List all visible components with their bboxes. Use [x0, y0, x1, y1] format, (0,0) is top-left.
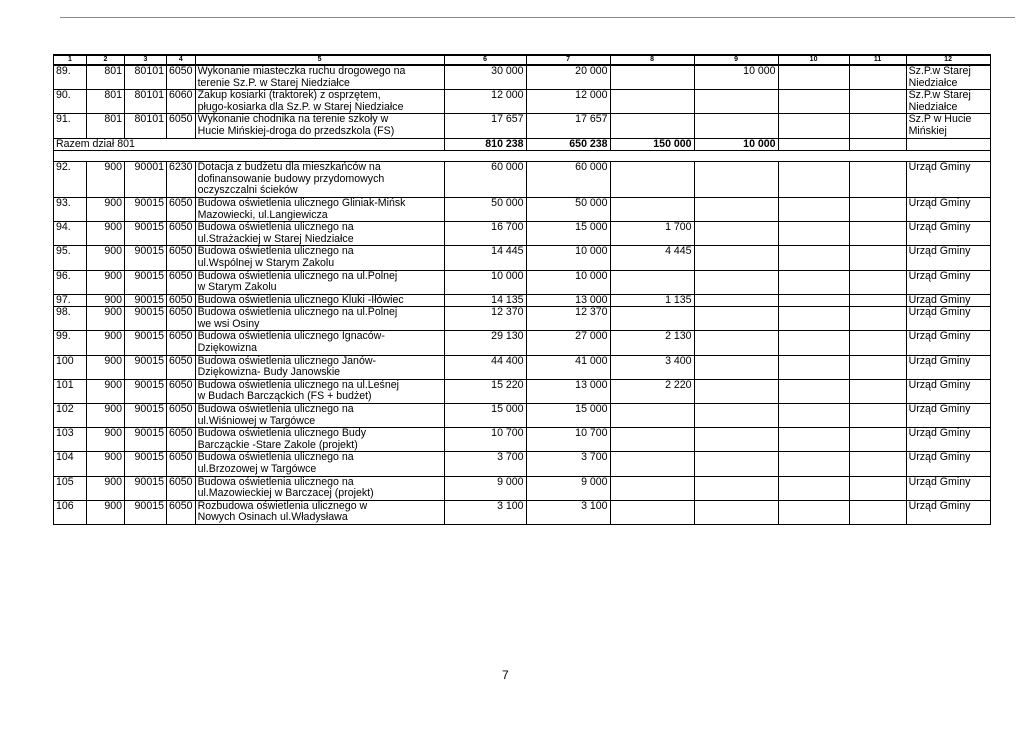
cell-lp: 102: [54, 404, 87, 428]
cell-roz: 90015: [125, 404, 167, 428]
cell-dz: 900: [87, 500, 125, 524]
cell-par: 6060: [167, 90, 196, 114]
cell-c8: [610, 197, 694, 221]
cell-c6: 17 657: [444, 114, 526, 138]
cell-lp: 104: [54, 452, 87, 476]
cell-c10: [778, 65, 849, 90]
cell-name: Budowa oświetlenia ulicznego Kluki -Iłówiec: [195, 294, 444, 307]
cell-c8: [610, 500, 694, 524]
cell-par: 6050: [167, 452, 196, 476]
cell-c8: 1 135: [610, 294, 694, 307]
cell-roz: 80101: [125, 90, 167, 114]
table-row: [54, 307, 991, 331]
cell-name: Zakup kosiarki (traktorek) z osprzętem, pługo-kosiarka dla Sz.P. w Starej Niedziałce: [195, 90, 444, 114]
cell-c6: 29 130: [444, 331, 526, 355]
cell-c8: 3 400: [610, 355, 694, 379]
cell-dz: 900: [87, 222, 125, 246]
cell-roz: 90015: [125, 294, 167, 307]
cell-par: 6050: [167, 500, 196, 524]
cell-roz: 90015: [125, 246, 167, 270]
cell-dz: 900: [87, 307, 125, 331]
cell-name: Wykonanie miasteczka ruchu drogowego na terenie Sz.P. w Starej Niedziałce: [195, 65, 444, 90]
column-number: 11: [849, 55, 906, 65]
column-number: 9: [694, 55, 778, 65]
cell-lp: 95.: [54, 246, 87, 270]
cell-c6: 60 000: [444, 162, 526, 198]
cell-name: Budowa oświetlenia ulicznego Ignaców- Dziękowizna: [195, 331, 444, 355]
cell-c7: 15 000: [526, 404, 610, 428]
summary-c10: [778, 138, 849, 151]
cell-dz: 900: [87, 355, 125, 379]
cell-par: 6050: [167, 222, 196, 246]
column-number: 5: [195, 55, 444, 65]
cell-c6: 12 000: [444, 90, 526, 114]
cell-c9: [694, 114, 778, 138]
cell-lp: 94.: [54, 222, 87, 246]
cell-c10: [778, 355, 849, 379]
cell-dz: 900: [87, 197, 125, 221]
cell-c11: [849, 90, 906, 114]
cell-c8: 2 220: [610, 379, 694, 403]
cell-roz: 80101: [125, 65, 167, 90]
cell-dz: 900: [87, 476, 125, 500]
cell-c8: [610, 65, 694, 90]
table-row: [54, 294, 991, 307]
cell-c12: Urząd Gminy: [906, 307, 990, 331]
cell-c9: [694, 90, 778, 114]
cell-c10: [778, 452, 849, 476]
cell-dz: 801: [87, 90, 125, 114]
cell-name: Budowa oświetlenia ulicznego Gliniak-Mińsk Mazowiecki, ul.Langiewicza: [195, 197, 444, 221]
cell-c10: [778, 90, 849, 114]
cell-c12: Urząd Gminy: [906, 294, 990, 307]
budget-table: [53, 54, 991, 525]
table-row: [54, 379, 991, 403]
cell-c12: Urząd Gminy: [906, 331, 990, 355]
cell-c8: [610, 90, 694, 114]
cell-roz: 90015: [125, 222, 167, 246]
column-number: 3: [125, 55, 167, 65]
cell-dz: 801: [87, 65, 125, 90]
cell-lp: 89.: [54, 65, 87, 90]
cell-c11: [849, 270, 906, 294]
cell-c6: 10 700: [444, 428, 526, 452]
table-row: [54, 246, 991, 270]
cell-lp: 106: [54, 500, 87, 524]
cell-roz: 90015: [125, 452, 167, 476]
cell-lp: 101: [54, 379, 87, 403]
cell-par: 6050: [167, 331, 196, 355]
cell-c8: [610, 404, 694, 428]
cell-c11: [849, 65, 906, 90]
cell-par: 6230: [167, 162, 196, 198]
summary-c8: 150 000: [610, 138, 694, 151]
cell-c10: [778, 476, 849, 500]
cell-c7: 50 000: [526, 197, 610, 221]
cell-name: Rozbudowa oświetlenia ulicznego w Nowych Osinach ul.Władysława: [195, 500, 444, 524]
cell-roz: 90015: [125, 331, 167, 355]
cell-c8: 1 700: [610, 222, 694, 246]
column-number: 12: [906, 55, 990, 65]
cell-c7: 10 700: [526, 428, 610, 452]
cell-c6: 14 445: [444, 246, 526, 270]
table-row: [54, 162, 991, 198]
cell-lp: 93.: [54, 197, 87, 221]
cell-c9: [694, 500, 778, 524]
cell-c9: [694, 246, 778, 270]
cell-name: Budowa oświetlenia ulicznego na ul.Strażackiej w Starej Niedziałce: [195, 222, 444, 246]
cell-c9: 10 000: [694, 65, 778, 90]
cell-dz: 900: [87, 452, 125, 476]
scan-top-line: [60, 17, 1015, 18]
summary-row: [54, 138, 991, 151]
cell-par: 6050: [167, 294, 196, 307]
cell-c9: [694, 162, 778, 198]
cell-dz: 900: [87, 162, 125, 198]
cell-name: Dotacja z budżetu dla mieszkańców na dofinansowanie budowy przydomowych oczyszczalni ścieków: [195, 162, 444, 198]
cell-c6: 50 000: [444, 197, 526, 221]
cell-c11: [849, 355, 906, 379]
cell-c10: [778, 114, 849, 138]
table-row: [54, 331, 991, 355]
cell-name: Budowa oświetlenia ulicznego Budy Barcząckie -Stare Zakole (projekt): [195, 428, 444, 452]
cell-name: Budowa oświetlenia ulicznego na ul.Polnej we wsi Osiny: [195, 307, 444, 331]
column-number: 7: [526, 55, 610, 65]
summary-c12: [906, 138, 990, 151]
cell-c6: 10 000: [444, 270, 526, 294]
cell-roz: 90015: [125, 500, 167, 524]
cell-name: Budowa oświetlenia ulicznego na ul.Polnej w Starym Zakolu: [195, 270, 444, 294]
cell-c8: [610, 270, 694, 294]
cell-par: 6050: [167, 246, 196, 270]
cell-name: Budowa oświetlenia ulicznego Janów- Dziękowizna- Budy Janowskie: [195, 355, 444, 379]
cell-c11: [849, 114, 906, 138]
gap-cell: [54, 151, 991, 162]
cell-par: 6050: [167, 428, 196, 452]
cell-dz: 900: [87, 246, 125, 270]
cell-c10: [778, 162, 849, 198]
column-number: 1: [54, 55, 87, 65]
cell-lp: 99.: [54, 331, 87, 355]
table-row: [54, 197, 991, 221]
cell-c7: 13 000: [526, 294, 610, 307]
cell-c6: 3 100: [444, 500, 526, 524]
cell-c9: [694, 294, 778, 307]
cell-c7: 3 700: [526, 452, 610, 476]
cell-c12: Urząd Gminy: [906, 222, 990, 246]
cell-c12: Urząd Gminy: [906, 355, 990, 379]
cell-lp: 96.: [54, 270, 87, 294]
cell-c8: [610, 476, 694, 500]
cell-par: 6050: [167, 476, 196, 500]
cell-c7: 27 000: [526, 331, 610, 355]
cell-dz: 900: [87, 270, 125, 294]
table-row: [54, 114, 991, 138]
table-row: [54, 222, 991, 246]
cell-c11: [849, 222, 906, 246]
cell-name: Wykonanie chodnika na terenie szkoły w Hucie Mińskiej-droga do przedszkola (FS): [195, 114, 444, 138]
cell-c9: [694, 197, 778, 221]
cell-lp: 100: [54, 355, 87, 379]
cell-c7: 60 000: [526, 162, 610, 198]
column-number: 2: [87, 55, 125, 65]
cell-c11: [849, 197, 906, 221]
cell-roz: 90015: [125, 307, 167, 331]
summary-c9: 10 000: [694, 138, 778, 151]
cell-c10: [778, 307, 849, 331]
table-row: [54, 428, 991, 452]
cell-dz: 900: [87, 379, 125, 403]
cell-name: Budowa oświetlenia ulicznego na ul.Brzozowej w Targówce: [195, 452, 444, 476]
cell-c7: 12 370: [526, 307, 610, 331]
cell-c12: Urząd Gminy: [906, 428, 990, 452]
page-number: 7: [502, 668, 509, 682]
column-number: 6: [444, 55, 526, 65]
cell-c6: 30 000: [444, 65, 526, 90]
cell-c9: [694, 270, 778, 294]
cell-c10: [778, 500, 849, 524]
cell-name: Budowa oświetlenia ulicznego na ul.Wiśniowej w Targówce: [195, 404, 444, 428]
cell-c12: Urząd Gminy: [906, 379, 990, 403]
cell-c11: [849, 294, 906, 307]
cell-c12: Sz.P w Hucie Mińskiej: [906, 114, 990, 138]
cell-c12: Urząd Gminy: [906, 270, 990, 294]
table-row: [54, 404, 991, 428]
cell-name: Budowa oświetlenia ulicznego na ul.Wspólnej w Starym Zakolu: [195, 246, 444, 270]
table-row: [54, 270, 991, 294]
cell-c9: [694, 428, 778, 452]
cell-c6: 15 000: [444, 404, 526, 428]
cell-c11: [849, 428, 906, 452]
cell-c9: [694, 452, 778, 476]
cell-c8: [610, 307, 694, 331]
cell-c6: 12 370: [444, 307, 526, 331]
cell-roz: 90001: [125, 162, 167, 198]
cell-c7: 17 657: [526, 114, 610, 138]
cell-roz: 90015: [125, 197, 167, 221]
cell-roz: 90015: [125, 476, 167, 500]
cell-lp: 97.: [54, 294, 87, 307]
column-number: 8: [610, 55, 694, 65]
table-row: [54, 65, 991, 90]
column-number: 4: [167, 55, 196, 65]
cell-par: 6050: [167, 114, 196, 138]
column-number: 10: [778, 55, 849, 65]
cell-c8: [610, 162, 694, 198]
cell-c10: [778, 379, 849, 403]
cell-c9: [694, 355, 778, 379]
cell-lp: 92.: [54, 162, 87, 198]
cell-c11: [849, 500, 906, 524]
cell-par: 6050: [167, 307, 196, 331]
cell-c10: [778, 404, 849, 428]
cell-dz: 801: [87, 114, 125, 138]
cell-lp: 98.: [54, 307, 87, 331]
cell-c12: Urząd Gminy: [906, 500, 990, 524]
cell-dz: 900: [87, 294, 125, 307]
cell-c11: [849, 246, 906, 270]
cell-c9: [694, 222, 778, 246]
cell-c11: [849, 162, 906, 198]
cell-par: 6050: [167, 65, 196, 90]
cell-c10: [778, 294, 849, 307]
section-gap: [54, 151, 991, 162]
table-row: [54, 476, 991, 500]
cell-c7: 10 000: [526, 246, 610, 270]
cell-c7: 41 000: [526, 355, 610, 379]
cell-c8: [610, 114, 694, 138]
cell-c10: [778, 246, 849, 270]
cell-c7: 15 000: [526, 222, 610, 246]
cell-c9: [694, 331, 778, 355]
cell-dz: 900: [87, 428, 125, 452]
summary-c7: 650 238: [526, 138, 610, 151]
cell-lp: 105: [54, 476, 87, 500]
cell-c8: 2 130: [610, 331, 694, 355]
cell-c7: 9 000: [526, 476, 610, 500]
cell-c12: Sz.P.w Starej Niedziałce: [906, 65, 990, 90]
cell-c10: [778, 197, 849, 221]
cell-name: Budowa oświetlenia ulicznego na ul.Leśnej w Budach Barcząckich (FS + budżet): [195, 379, 444, 403]
cell-roz: 90015: [125, 379, 167, 403]
cell-c11: [849, 476, 906, 500]
table-row: [54, 355, 991, 379]
table-row: [54, 90, 991, 114]
cell-c9: [694, 307, 778, 331]
cell-c7: 3 100: [526, 500, 610, 524]
cell-c8: 4 445: [610, 246, 694, 270]
cell-c6: 9 000: [444, 476, 526, 500]
cell-c10: [778, 222, 849, 246]
cell-c12: Urząd Gminy: [906, 404, 990, 428]
cell-c7: 12 000: [526, 90, 610, 114]
cell-c6: 15 220: [444, 379, 526, 403]
cell-lp: 90.: [54, 90, 87, 114]
cell-dz: 900: [87, 331, 125, 355]
cell-lp: 103: [54, 428, 87, 452]
cell-c12: Urząd Gminy: [906, 197, 990, 221]
cell-c7: 10 000: [526, 270, 610, 294]
table-row: [54, 500, 991, 524]
cell-c9: [694, 404, 778, 428]
cell-c6: 3 700: [444, 452, 526, 476]
cell-roz: 80101: [125, 114, 167, 138]
table-row: [54, 452, 991, 476]
cell-c10: [778, 331, 849, 355]
cell-c10: [778, 270, 849, 294]
cell-c6: 16 700: [444, 222, 526, 246]
cell-roz: 90015: [125, 355, 167, 379]
cell-c9: [694, 476, 778, 500]
cell-c12: Urząd Gminy: [906, 452, 990, 476]
cell-par: 6050: [167, 270, 196, 294]
cell-c12: Sz.P.w Starej Niedziałce: [906, 90, 990, 114]
cell-c10: [778, 428, 849, 452]
cell-c11: [849, 331, 906, 355]
cell-par: 6050: [167, 404, 196, 428]
cell-c12: Urząd Gminy: [906, 246, 990, 270]
cell-c11: [849, 379, 906, 403]
cell-c9: [694, 379, 778, 403]
cell-roz: 90015: [125, 270, 167, 294]
cell-c11: [849, 452, 906, 476]
cell-roz: 90015: [125, 428, 167, 452]
cell-c12: Urząd Gminy: [906, 162, 990, 198]
cell-c12: Urząd Gminy: [906, 476, 990, 500]
cell-par: 6050: [167, 355, 196, 379]
cell-c6: 14 135: [444, 294, 526, 307]
cell-c8: [610, 428, 694, 452]
summary-c11: [849, 138, 906, 151]
cell-name: Budowa oświetlenia ulicznego na ul.Mazowieckiej w Barczacej (projekt): [195, 476, 444, 500]
cell-c7: 20 000: [526, 65, 610, 90]
cell-par: 6050: [167, 197, 196, 221]
summary-c6: 810 238: [444, 138, 526, 151]
cell-par: 6050: [167, 379, 196, 403]
cell-c11: [849, 404, 906, 428]
cell-lp: 91.: [54, 114, 87, 138]
summary-label: Razem dział 801: [54, 138, 445, 151]
cell-c11: [849, 307, 906, 331]
cell-dz: 900: [87, 404, 125, 428]
column-number-row: [54, 55, 991, 65]
cell-c8: [610, 452, 694, 476]
cell-c7: 13 000: [526, 379, 610, 403]
cell-c6: 44 400: [444, 355, 526, 379]
